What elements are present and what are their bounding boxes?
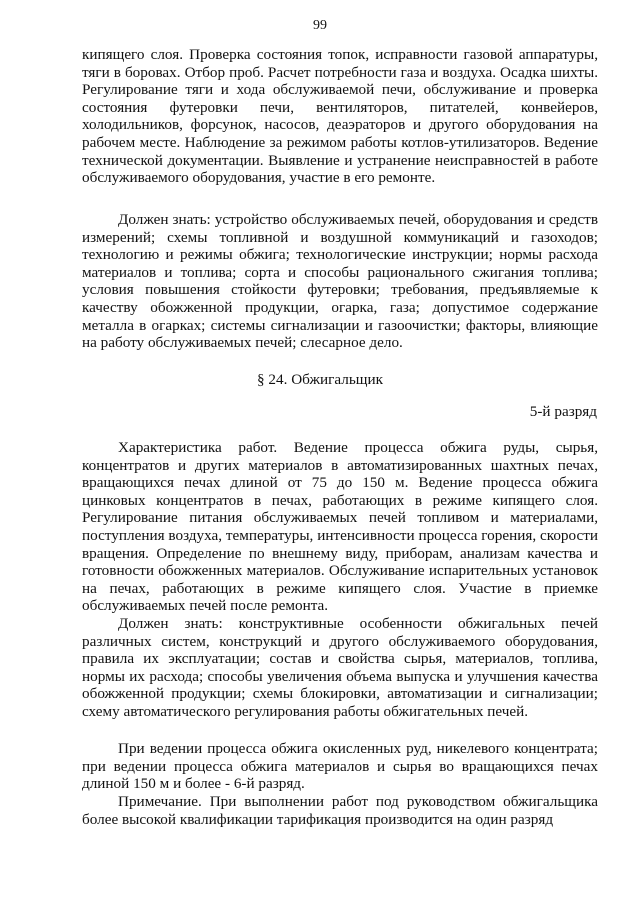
remark-paragraph: Примечание. При выполнении работ под руководством обжигальщика более высокой квалификации тарификация производится на один разряд bbox=[82, 793, 598, 828]
work-characteristics-paragraph: Характеристика работ. Ведение процесса обжига руды, сырья, концентратов и других материалов в автоматизированных шахтных печах, вращающихся печах длиной от 75 до 150 м. Ведение процесса обжига цинковых концентратов в печах, работающих в режиме кипящего слоя. Регулирование питания обслуживаемых печей топливом и материалами, поступления воздуха, температуры, интенсивности процесса горения, скорости вращения. Определение по внешнему виду, приборам, анализам качества и готовности обожженных материалов. Обслуживание испарительных установок на печах, работающих в режиме кипящего слоя. Участие в приемке обслуживаемых печей после ремонта. bbox=[82, 439, 598, 615]
must-know-paragraph-stoker: Должен знать: устройство обслуживаемых печей, оборудования и средств измерений; схемы топливной и воздушной коммуникаций и газоходов; технологию и режимы обжига; технологические инструкции; нормы расхода материалов и топлива; сорта и способы рационального сжигания топлива; условия повышения стойкости футеровки; требования, предъявляемые к качеству обожженной продукции, огарка, газа; допустимое содержание металла в огарках; системы сигнализации и газоочистки; факторы, влияющие на работу обслуживаемых печей; слесарное дело. bbox=[82, 211, 598, 352]
grade-6-note-paragraph: При ведении процесса обжига окисленных руд, никелевого концентрата; при ведении процесса обжига материалов и сырья во вращающихся печах длиной 150 м и более - 6-й разряд. bbox=[82, 740, 598, 793]
page-number: 99 bbox=[313, 18, 327, 33]
grade-label: 5-й разряд bbox=[529, 403, 597, 420]
continuation-paragraph: кипящего слоя. Проверка состояния топок, исправности газовой аппаратуры, тяги в боровах. Отбор проб. Расчет потребности газа и воздуха. Осадка шихты. Регулирование тяги и хода обслуживаемой печи, обслуживание и проверка состояния футеровки печи, вентиляторов, питателей, конвейеров, холодильников, форсунок, насосов, деаэраторов и другого оборудования на рабочем месте. Наблюдение за режимом работы котлов-утилизаторов. Ведение технической документации. Выявление и устранение неисправностей в работе обслуживаемого оборудования, участие в его ремонте. bbox=[82, 46, 598, 187]
must-know-paragraph-roaster: Должен знать: конструктивные особенности обжигальных печей различных систем, конструкций и другого обслуживаемого оборудования, правила их эксплуатации; состав и свойства сырья, материалов, топлива, нормы их расхода; способы увеличения объема выпуска и улучшения качества обожженной продукции; схемы блокировки, автоматизации и сигнализации; схему автоматического регулирования работы обжигательных печей. bbox=[82, 615, 598, 720]
section-heading: § 24. Обжигальщик bbox=[257, 371, 383, 388]
